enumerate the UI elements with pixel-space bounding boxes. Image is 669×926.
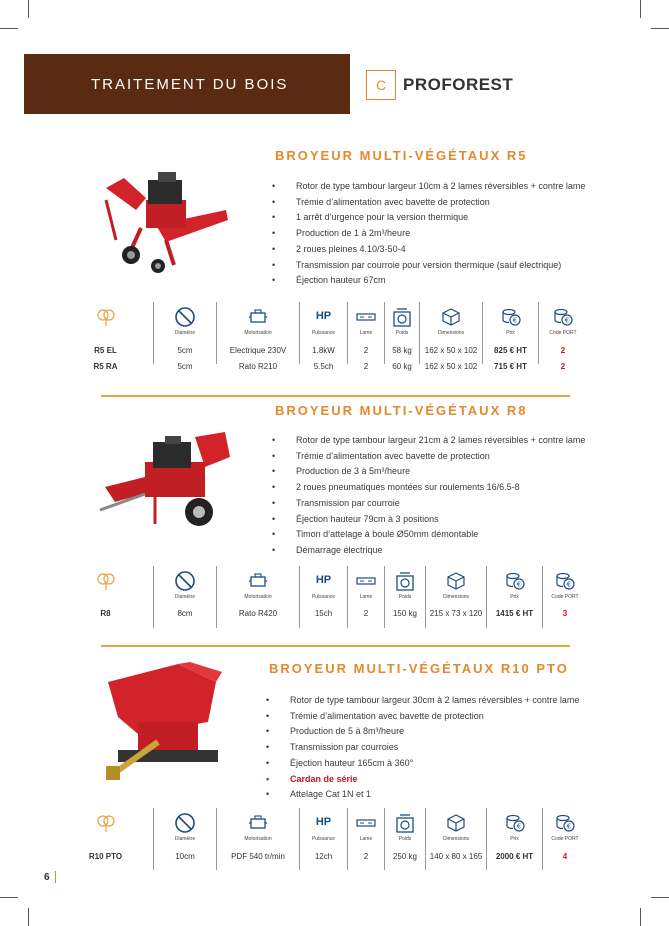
dimensions-cell: 140 x 80 x 165	[429, 852, 483, 861]
hp-icon: HP	[315, 816, 332, 828]
col-caption: Code PORT	[549, 330, 577, 336]
col-caption: Dimensions	[442, 594, 470, 600]
feature-item: • Trémie d’alimentation avec bavette de protection	[272, 195, 585, 211]
blade-icon	[355, 812, 377, 834]
diametre-cell: 8cm	[177, 609, 193, 618]
diametre-cell: 5cm	[177, 362, 193, 371]
crop-mark	[28, 908, 29, 926]
blade-icon	[355, 306, 377, 328]
feature-item: • Transmission par courroie pour version thermique (sauf électrique)	[272, 258, 585, 274]
puissance-cell: 1.8kW	[312, 346, 335, 355]
feature-item: • Transmission par courroies	[266, 740, 579, 756]
crop-mark	[651, 897, 669, 898]
feature-item: • Trémie d’alimentation avec bavette de protection	[266, 709, 579, 725]
feature-item: • 2 roues pneumatiques montées sur roulements 16/6.5-8	[272, 480, 585, 496]
svg-text:€: €	[512, 316, 517, 325]
feature-item: • Rotor de type tambour largeur 21cm à 2 lames réversibles + contre lame	[272, 433, 585, 449]
crop-mark	[28, 0, 29, 18]
col-caption: Prix	[510, 594, 519, 600]
product-image-r5	[86, 170, 236, 275]
motorisation-cell: Electrique 230V	[229, 346, 287, 355]
svg-text:€: €	[516, 822, 521, 831]
feature-item: • 1 arrêt d’urgence pour la version thermique	[272, 210, 585, 226]
poids-cell: 58 kg	[392, 346, 412, 355]
svg-text:€: €	[564, 316, 570, 325]
box-icon	[440, 306, 462, 328]
crop-mark	[0, 28, 18, 29]
product-image-r8	[95, 432, 245, 532]
coins-icon	[554, 570, 576, 592]
feature-item: • Rotor de type tambour largeur 10cm à 2 lames réversibles + contre lame	[272, 179, 585, 195]
dimensions-cell: 162 x 50 x 102	[424, 346, 478, 355]
feature-item: • Rotor de type tambour largeur 30cm à 2 lames réversibles + contre lame	[266, 693, 579, 709]
scale-icon	[394, 812, 416, 834]
puissance-cell: 5.5ch	[313, 362, 334, 371]
lame-cell: 2	[363, 346, 369, 355]
diameter-icon	[174, 570, 196, 592]
poids-cell: 60 kg	[392, 362, 412, 371]
page-number-bar	[55, 871, 56, 883]
product-title-r5: BROYEUR MULTI-VÉGÉTAUX R5	[275, 148, 528, 163]
model-cell: R8	[100, 609, 111, 618]
crop-mark	[0, 897, 18, 898]
header-title: TRAITEMENT DU BOIS	[91, 76, 289, 93]
diameter-icon	[174, 812, 196, 834]
crop-mark	[651, 28, 669, 29]
prix-cell: 825 € HT	[494, 346, 527, 355]
hp-icon: HP	[315, 574, 332, 586]
box-icon	[445, 570, 467, 592]
col-caption: Motorisation	[244, 594, 272, 600]
feature-item: • Démarrage électrique	[272, 543, 585, 559]
diametre-cell: 10cm	[175, 852, 195, 861]
motorisation-cell: Rato R420	[238, 609, 278, 618]
col-caption: Code PORT	[551, 836, 579, 842]
section-divider	[101, 395, 570, 397]
feature-item: • 2 roues pleines 4.10/3-50-4	[272, 242, 585, 258]
product-title-r8: BROYEUR MULTI-VÉGÉTAUX R8	[275, 403, 528, 418]
dimensions-cell: 162 x 50 x 102	[424, 362, 478, 371]
lame-cell: 2	[363, 852, 369, 861]
feature-item-highlight: • Cardan de série	[266, 772, 579, 788]
scale-icon	[391, 306, 413, 328]
feature-item: • Attelage Cat 1N et 1	[266, 787, 579, 803]
col-caption: Motorisation	[244, 330, 272, 336]
col-caption: Lame	[359, 836, 373, 842]
tree-icon	[95, 812, 117, 834]
puissance-cell: 12ch	[314, 852, 333, 861]
col-caption: Diamètre	[174, 594, 196, 600]
feature-item: • Production de 5 à 8m³/heure	[266, 724, 579, 740]
col-caption: Poids	[395, 330, 409, 336]
prix-cell: 715 € HT	[494, 362, 527, 371]
col-caption: Prix	[510, 836, 519, 842]
crop-mark	[640, 0, 641, 18]
poids-cell: 150 kg	[392, 609, 418, 618]
engine-icon	[247, 306, 269, 328]
header-band	[24, 54, 350, 114]
logo-mark: C	[366, 70, 396, 100]
tree-icon	[95, 306, 117, 328]
model-cell: R5 RA	[93, 362, 118, 371]
model-cell: R5 EL	[94, 346, 117, 355]
dimensions-cell: 215 x 73 x 120	[429, 609, 483, 618]
spec-table-r10	[58, 808, 613, 872]
coins-icon	[504, 812, 526, 834]
prix-cell: 2000 € HT	[495, 852, 534, 861]
prix-cell: 1415 € HT	[495, 609, 534, 618]
motorisation-cell: PDF 540 tr/min	[231, 852, 285, 861]
blade-icon	[355, 570, 377, 592]
code-cell: 2	[560, 346, 566, 355]
col-caption: Diamètre	[174, 330, 196, 336]
col-caption: Lame	[359, 330, 373, 336]
col-caption: Poids	[398, 836, 412, 842]
model-cell: R10 PTO	[88, 852, 123, 861]
engine-icon	[247, 570, 269, 592]
svg-text:€: €	[566, 580, 572, 589]
coins-icon	[554, 812, 576, 834]
col-caption: Dimensions	[442, 836, 470, 842]
product-title-r10: BROYEUR MULTI-VÉGÉTAUX R10 PTO	[269, 661, 569, 676]
code-cell: 3	[562, 609, 568, 618]
lame-cell: 2	[363, 362, 369, 371]
feature-item: • Éjection hauteur 79cm à 3 positions	[272, 512, 585, 528]
page-number: 6	[44, 872, 50, 883]
spec-table-r8	[58, 566, 613, 630]
scale-icon	[394, 570, 416, 592]
feature-item: • Transmission par courroie	[272, 496, 585, 512]
svg-text:€: €	[566, 822, 572, 831]
lame-cell: 2	[363, 609, 369, 618]
crop-mark	[640, 908, 641, 926]
box-icon	[445, 812, 467, 834]
motorisation-cell: Rato R210	[238, 362, 278, 371]
col-caption: Dimensions	[437, 330, 465, 336]
feature-item: • Trémie d’alimentation avec bavette de protection	[272, 449, 585, 465]
code-cell: 4	[562, 852, 568, 861]
tree-icon	[95, 570, 117, 592]
feature-list-r8	[272, 433, 585, 559]
col-caption: Puissance	[311, 836, 336, 842]
coins-icon	[500, 306, 522, 328]
coins-icon	[504, 570, 526, 592]
svg-text:€: €	[516, 580, 521, 589]
col-caption: Prix	[506, 330, 515, 336]
logo-name: PROFOREST	[403, 75, 514, 94]
diametre-cell: 5cm	[177, 346, 193, 355]
col-caption: Puissance	[311, 330, 336, 336]
col-caption: Code PORT	[551, 594, 579, 600]
col-caption: Poids	[398, 594, 412, 600]
diameter-icon	[174, 306, 196, 328]
feature-item: • Production de 3 à 5m³/heure	[272, 464, 585, 480]
hp-icon: HP	[315, 310, 332, 322]
section-divider	[101, 645, 570, 647]
feature-item: • Timon d’attelage à boule Ø50mm démontable	[272, 527, 585, 543]
code-cell: 2	[560, 362, 566, 371]
col-caption: Motorisation	[244, 836, 272, 842]
feature-item: • Éjection hauteur 67cm	[272, 273, 585, 289]
feature-item: • Éjection hauteur 165cm à 360°	[266, 756, 579, 772]
coins-icon	[552, 306, 574, 328]
col-caption: Lame	[359, 594, 373, 600]
poids-cell: 250 kg	[392, 852, 418, 861]
product-image-r10	[98, 662, 226, 782]
spec-table-r5	[58, 302, 613, 382]
feature-list-r5	[272, 179, 585, 289]
feature-item: • Production de 1 à 2m³/heure	[272, 226, 585, 242]
col-caption: Diamètre	[174, 836, 196, 842]
feature-list-r10	[266, 693, 579, 803]
puissance-cell: 15ch	[314, 609, 333, 618]
engine-icon	[247, 812, 269, 834]
col-caption: Puissance	[311, 594, 336, 600]
